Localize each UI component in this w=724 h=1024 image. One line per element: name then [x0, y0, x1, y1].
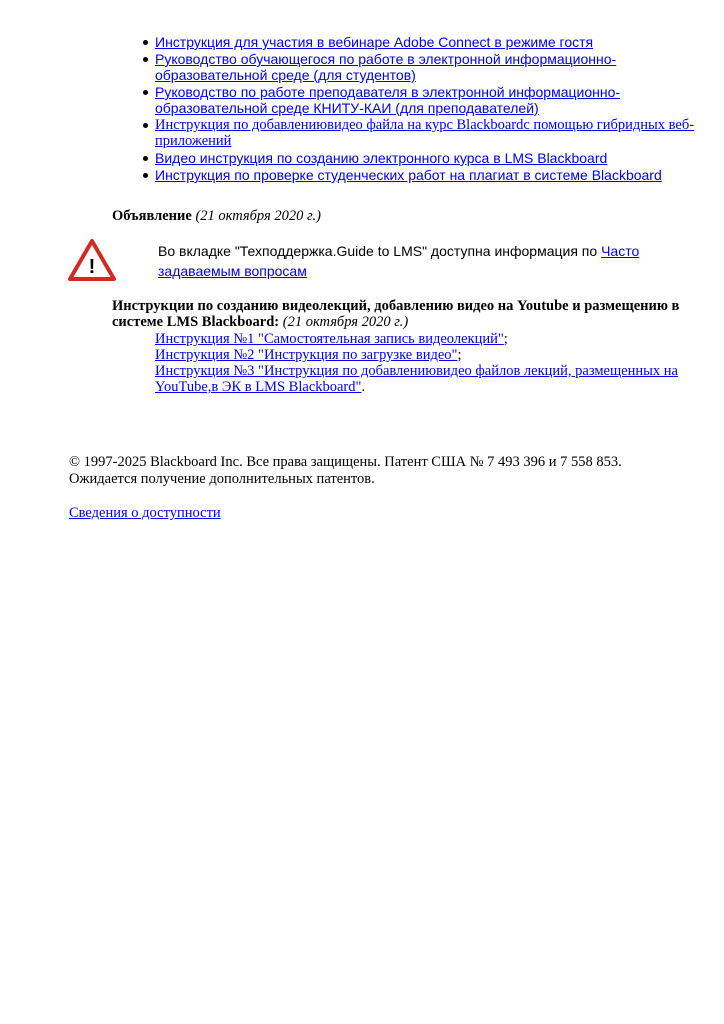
- announcement-date: (21 октября 2020 г.): [195, 208, 321, 224]
- punctuation: .: [361, 379, 366, 395]
- punctuation: ;: [503, 331, 508, 347]
- copyright-text: © 1997-2025 Blackboard Inc. Все права защищены. Патент США № 7 493 396 и 7 558 853. Ожидается получение дополнительных патентов.: [69, 454, 622, 487]
- link-video-instruction-2[interactable]: Инструкция №2 "Инструкция по загрузке видео": [155, 347, 458, 363]
- warning-triangle-icon: [68, 238, 116, 282]
- link-teacher-guide[interactable]: Руководство по работе преподавателя в электронной информационно-образовательной среде КНИТУ-КАИ (для преподавателей): [155, 84, 621, 116]
- link-adobe-connect-guide[interactable]: Инструкция для участия в вебинаре Adobe Connect в режиме гостя: [155, 34, 594, 50]
- link-add-video-guide[interactable]: Инструкция по добавлениювидео файла на курс Blackboardс помощью гибридных веб-приложений: [155, 117, 695, 149]
- link-video-instruction-1[interactable]: Инструкция №1 "Самостоятельная запись видеолекций": [155, 331, 504, 347]
- resource-links-list: [155, 34, 695, 184]
- link-plagiarism-guide[interactable]: Инструкция по проверке студенческих работ на плагиат в системе Blackboard: [155, 167, 662, 183]
- announcement-title: Объявление: [112, 208, 192, 224]
- accessibility-block: [69, 505, 221, 521]
- link-course-video-guide[interactable]: Видео инструкция по созданию электронного курса в LMS Blackboard: [155, 150, 608, 166]
- svg-text:!: !: [88, 256, 96, 278]
- video-section-title: Инструкции по созданию видеолекций, добавлению видео на Youtube и размещению в системе LMS Blackboard:: [112, 298, 680, 330]
- list-item: [155, 117, 695, 149]
- faq-notice: [158, 241, 678, 281]
- link-student-guide[interactable]: Руководство обучающегося по работе в электронной информационно-образовательной среде (для студентов): [155, 51, 617, 83]
- list-item: [155, 51, 695, 83]
- video-instructions-list: [155, 331, 692, 395]
- accessibility-link[interactable]: Сведения о доступности: [69, 505, 221, 521]
- link-video-instruction-3[interactable]: Инструкция №3 "Инструкция по добавлениювидео файлов лекций, размещенных на YouTube,в ЭК в LMS Blackboard": [155, 363, 678, 395]
- punctuation: ;: [457, 347, 462, 363]
- list-item: [155, 150, 695, 166]
- video-section-list: [112, 298, 692, 395]
- faq-link[interactable]: Часто задаваемым вопросам: [158, 243, 640, 279]
- faq-notice-text: Во вкладке "Техподдержка.Guide to LMS" доступна информация по: [158, 243, 602, 259]
- video-section-date: (21 октября 2020 г.): [282, 314, 409, 330]
- list-item: [155, 347, 692, 363]
- announcement-item: [112, 208, 692, 224]
- list-item: [155, 331, 692, 347]
- list-item: [155, 363, 692, 395]
- list-item: [155, 34, 695, 50]
- list-item: [155, 84, 695, 116]
- video-section-item: [112, 298, 692, 395]
- announcement-list: [112, 208, 692, 224]
- list-item: [155, 167, 695, 183]
